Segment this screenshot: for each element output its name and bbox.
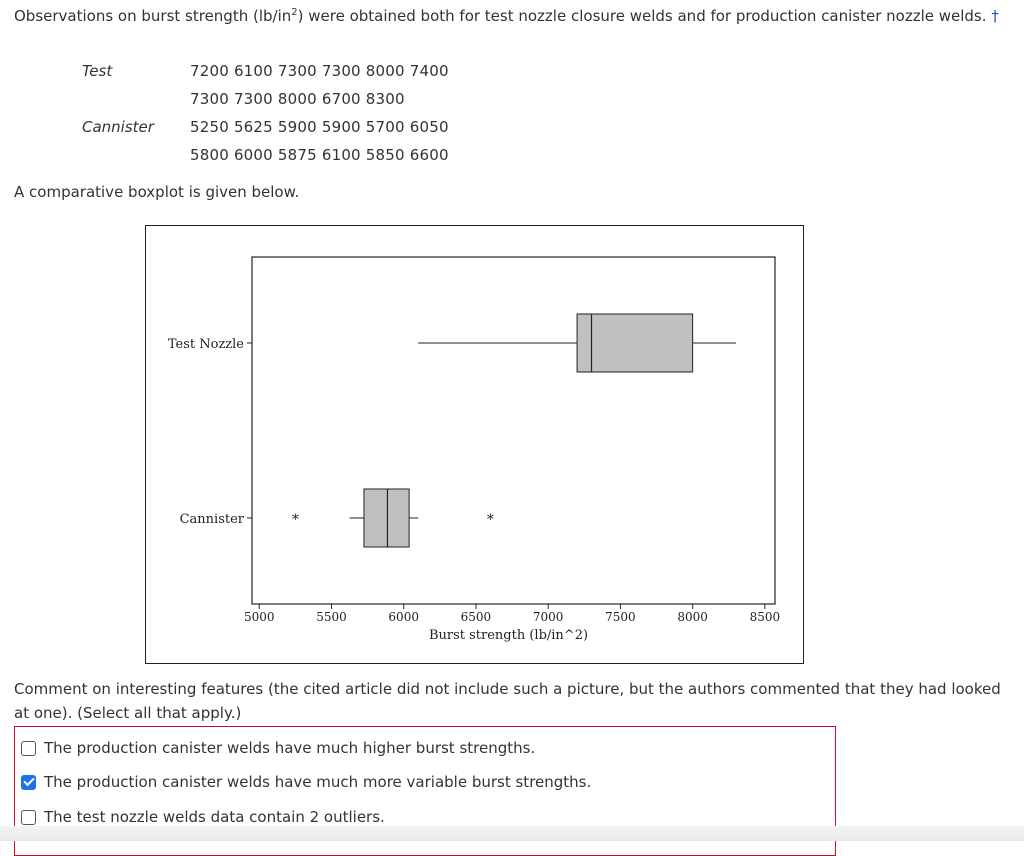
row-values: 7300 7300 8000 6700 8300 [190, 90, 405, 108]
x-tick-label: 8000 [677, 610, 708, 624]
row-values: 5250 5625 5900 5900 5700 6050 [190, 118, 449, 136]
checkbox[interactable] [21, 810, 36, 825]
category-label: Test Nozzle [167, 337, 244, 352]
footnote-dagger-link[interactable]: † [991, 7, 999, 25]
box [364, 489, 409, 547]
x-tick-label: 6000 [388, 610, 419, 624]
row-label: Cannister [82, 118, 154, 136]
intro-text-before: Observations on burst strength (lb/in [14, 7, 292, 25]
x-tick-label: 7500 [605, 610, 636, 624]
intro-superscript: 2 [291, 7, 298, 18]
outlier-marker: * [291, 512, 299, 528]
row-values: 5800 6000 5875 6100 5850 6600 [190, 146, 449, 164]
outlier-marker: * [486, 512, 494, 528]
boxplot-chart [146, 226, 805, 665]
option-label: The production canister welds have much more variable burst strengths. [44, 773, 592, 791]
option-two-outliers[interactable] [21, 806, 385, 828]
plot-area [252, 257, 775, 604]
option-higher-strengths[interactable] [21, 737, 535, 759]
row-values: 7200 6100 7300 7300 8000 7400 [190, 62, 449, 80]
x-tick-label: 5500 [316, 610, 347, 624]
boxplot-caption: A comparative boxplot is given below. [14, 183, 300, 201]
checkbox[interactable] [21, 741, 36, 756]
x-tick-label: 7000 [532, 610, 564, 624]
category-label: Cannister [179, 512, 244, 527]
question-intro [14, 4, 1014, 28]
row-label: Test [82, 62, 113, 80]
intro-text-after: ) were obtained both for test nozzle closure welds and for production canister nozzle welds. [297, 7, 987, 25]
option-label: The test nozzle welds data contain 2 outliers. [44, 808, 385, 826]
x-axis-label: Burst strength (lb/in^2) [428, 628, 589, 643]
x-tick-label: 8500 [749, 610, 781, 624]
checkbox[interactable] [21, 775, 36, 790]
bottom-edge [0, 826, 1024, 841]
option-label: The production canister welds have much higher burst strengths. [44, 739, 536, 757]
option-more-variable[interactable] [21, 771, 591, 793]
x-tick-label: 5000 [243, 610, 275, 624]
comment-prompt: Comment on interesting features (the cited article did not include such a picture, but the authors commented that they had looked at one). (Select all that apply.) [14, 680, 1001, 722]
box [577, 314, 693, 372]
boxplot-figure [145, 225, 804, 664]
x-tick-label: 6500 [460, 610, 492, 624]
